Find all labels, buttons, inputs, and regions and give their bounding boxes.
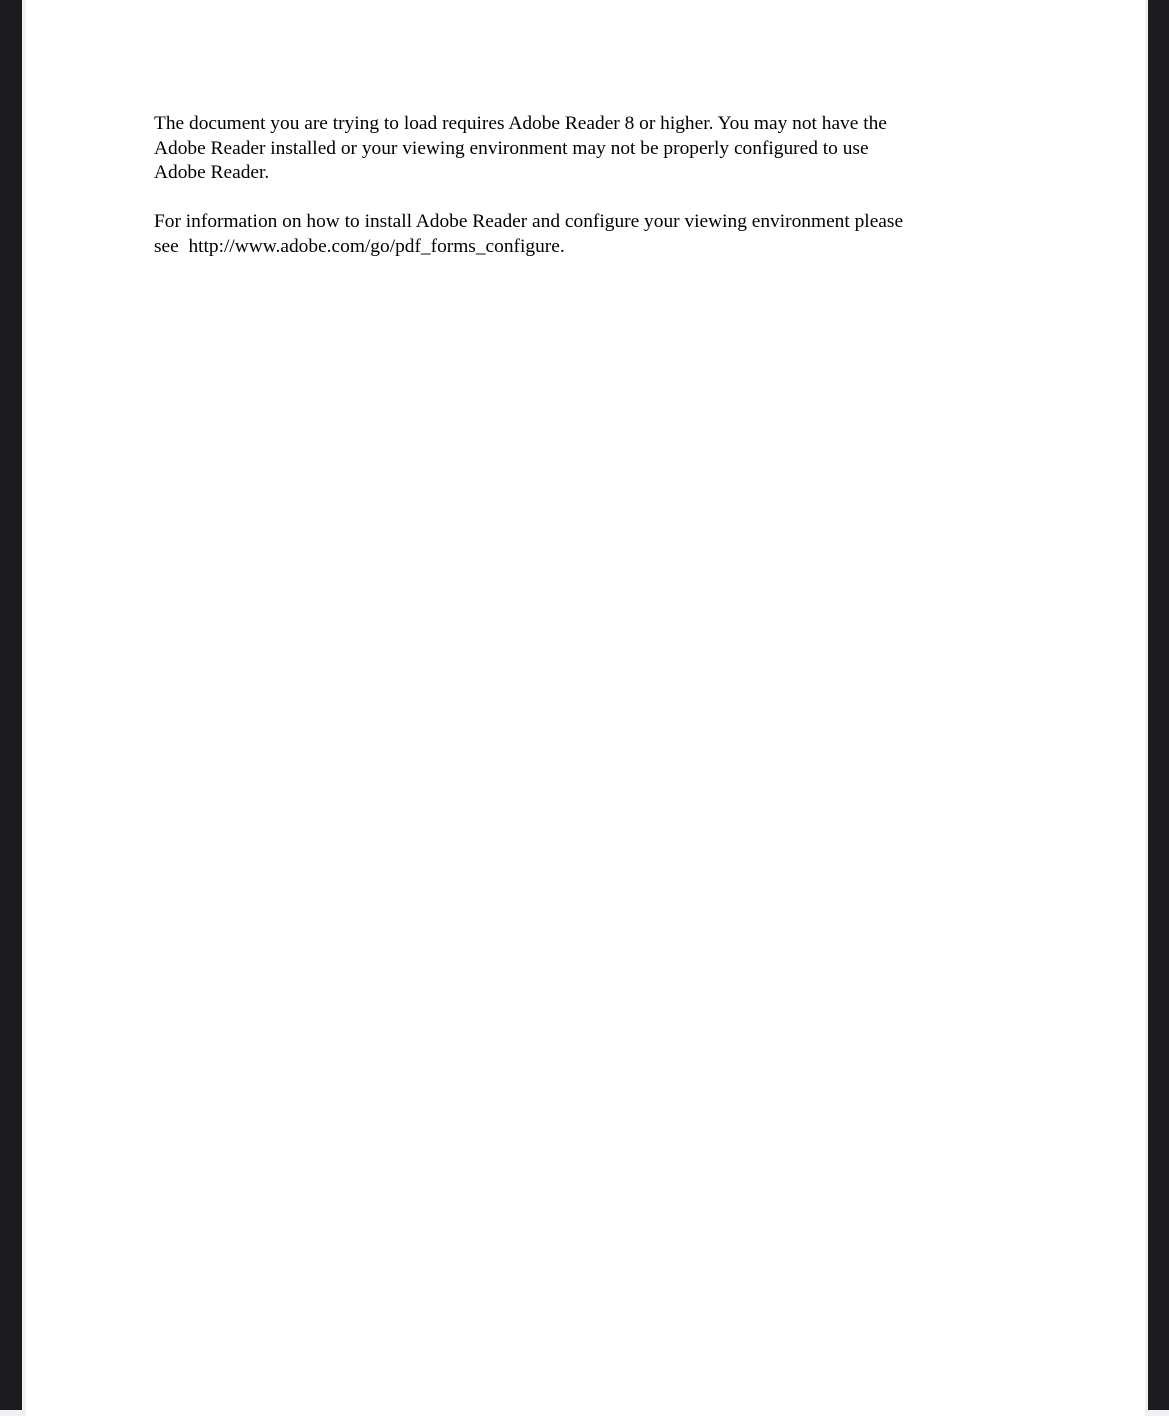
warning-paragraph-install-info bbox=[154, 210, 1054, 259]
viewer-background-left-bar bbox=[0, 0, 22, 1410]
viewer-background-right-bar bbox=[1148, 0, 1169, 1410]
adobe-reader-warning-message bbox=[154, 112, 1054, 259]
warning-paragraph-requirements bbox=[154, 112, 1054, 186]
text-line: Adobe Reader installed or your viewing environment may not be properly configured to use bbox=[154, 137, 869, 159]
text-line: The document you are trying to load requires Adobe Reader 8 or higher. You may not have the bbox=[154, 113, 887, 134]
text-line: For information on how to install Adobe Reader and configure your viewing environment please bbox=[154, 211, 904, 232]
text-line: Adobe Reader. bbox=[154, 162, 270, 183]
pdf-page bbox=[26, 0, 1145, 1416]
text-line-with-url: see http://www.adobe.com/go/pdf_forms_configure. bbox=[154, 235, 565, 257]
